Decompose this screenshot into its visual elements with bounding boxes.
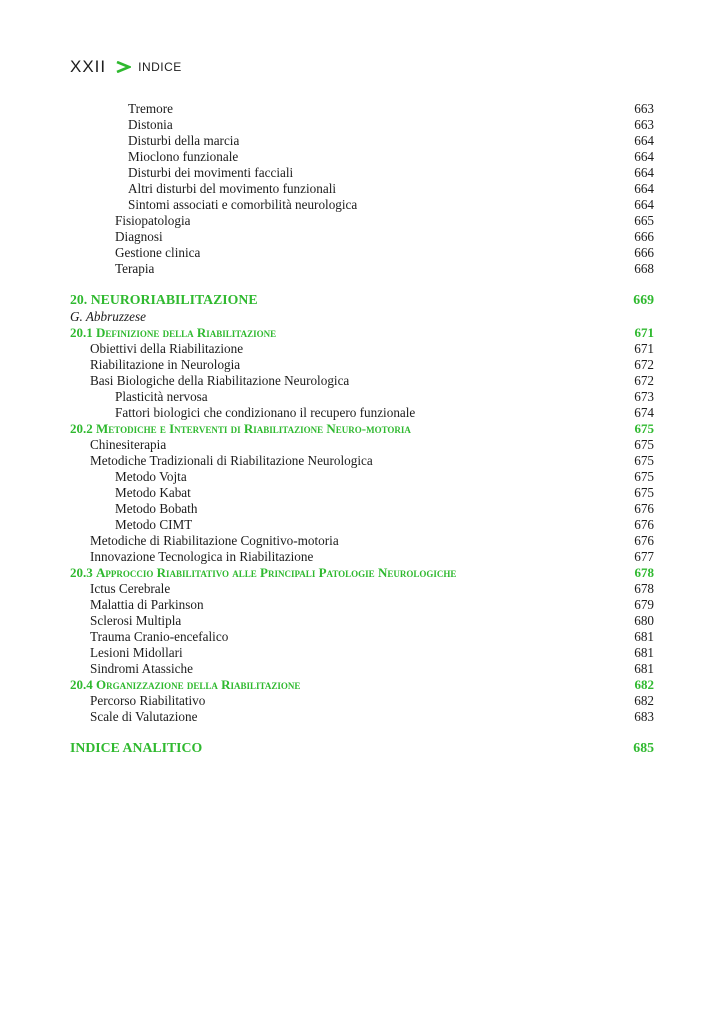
toc-entry <box>70 197 654 213</box>
toc-entry-title <box>70 677 300 693</box>
toc-entry <box>70 357 654 373</box>
toc-entry <box>70 709 654 725</box>
page-number: XXII <box>70 57 107 76</box>
toc-entry-title: Diagnosi <box>115 229 163 244</box>
toc-entry <box>70 389 654 405</box>
toc-section-number: 20.2 <box>70 421 93 436</box>
toc-entry-page: 664 <box>634 197 654 212</box>
toc-entry <box>70 501 654 517</box>
toc-entry-title: Fattori biologici che condizionano il recupero funzionale <box>115 405 416 420</box>
toc-entry <box>70 245 654 261</box>
toc-entry <box>70 549 654 565</box>
toc-entry-title: Lesioni Midollari <box>90 645 183 660</box>
toc-entry-title <box>70 421 411 437</box>
toc-entry-title: Metodo Kabat <box>115 485 191 500</box>
toc-entry <box>70 517 654 533</box>
toc-entry-title: Malattia di Parkinson <box>90 597 204 612</box>
toc-section-title: Metodiche e Interventi di Riabilitazione Neuro-motoria <box>96 421 411 436</box>
toc-entry-title: Tremore <box>128 101 173 116</box>
toc-entry-title <box>70 325 276 341</box>
toc-entry-title: Innovazione Tecnologica in Riabilitazione <box>90 549 314 564</box>
toc-entry-page: 675 <box>634 421 654 436</box>
toc-entry <box>70 437 654 453</box>
toc-entry-page: 665 <box>634 213 654 228</box>
toc-entry <box>70 213 654 229</box>
toc-entry-title: Sindromi Atassiche <box>90 661 193 676</box>
toc-entry <box>70 373 654 389</box>
toc-section <box>70 325 654 341</box>
toc-entry-title: Disturbi dei movimenti facciali <box>128 165 294 180</box>
toc-entry-title: Terapia <box>115 261 155 276</box>
toc-section <box>70 421 654 437</box>
toc-entry-title: Riabilitazione in Neurologia <box>90 357 241 372</box>
toc-entry-page: 666 <box>634 229 654 244</box>
toc-entry <box>70 581 654 597</box>
toc-entry <box>70 693 654 709</box>
toc-entry-title: Metodo Vojta <box>115 469 187 484</box>
toc-entry <box>70 629 654 645</box>
toc-entry-page: 685 <box>633 740 654 755</box>
toc-entry <box>70 661 654 677</box>
toc-entry-title: Percorso Riabilitativo <box>90 693 206 708</box>
toc-chapter <box>70 739 654 757</box>
toc-entry-title: Metodiche Tradizionali di Riabilitazione Neurologica <box>90 453 373 468</box>
toc-entry-title: INDICE ANALITICO <box>70 740 203 755</box>
chevron-right-icon <box>116 61 131 73</box>
toc-entry-page: 664 <box>634 149 654 164</box>
toc-entry-page: 673 <box>634 389 654 404</box>
toc-entry-page: 682 <box>634 677 654 692</box>
toc-entry-page: 676 <box>634 501 654 516</box>
toc-entry-page: 672 <box>634 357 654 372</box>
toc-entry-page: 664 <box>634 133 654 148</box>
toc-entry-page: 676 <box>634 517 654 532</box>
toc-entry-page: 680 <box>634 613 654 628</box>
toc-entry <box>70 149 654 165</box>
toc-entry-title: Fisiopatologia <box>115 213 191 228</box>
toc-entry-title: Metodo CIMT <box>115 517 193 532</box>
toc-entry-title: Chinesiterapia <box>90 437 167 452</box>
toc-chapter <box>70 291 654 309</box>
toc-entry-title: Basi Biologiche della Riabilitazione Neurologica <box>90 373 350 388</box>
toc-entry <box>70 645 654 661</box>
toc-entry <box>70 229 654 245</box>
toc-entry-title: Scale di Valutazione <box>90 709 198 724</box>
toc-section-title: Approccio Riabilitativo alle Principali Patologie Neurologiche <box>96 565 457 580</box>
toc-entry <box>70 261 654 277</box>
toc-entry-title: 20. NEURORIABILITAZIONE <box>70 292 258 307</box>
toc-entry-title: Ictus Cerebrale <box>90 581 171 596</box>
toc-entry-page: 669 <box>633 292 654 307</box>
toc-entry-page: 675 <box>634 485 654 500</box>
toc-entry-page: 676 <box>634 533 654 548</box>
toc-entry <box>70 133 654 149</box>
toc-section <box>70 677 654 693</box>
toc-entry-title: Sintomi associati e comorbilità neurologica <box>128 197 358 212</box>
toc-entry-page: 671 <box>634 341 654 356</box>
toc-entry <box>70 485 654 501</box>
toc-entry <box>70 181 654 197</box>
toc-entry-title: Obiettivi della Riabilitazione <box>90 341 244 356</box>
toc-section-number: 20.1 <box>70 325 93 340</box>
toc-entry-title: Plasticità nervosa <box>115 389 208 404</box>
toc-entry-page: 664 <box>634 165 654 180</box>
toc-entry-page: 664 <box>634 181 654 196</box>
toc-entry <box>70 101 654 117</box>
toc-entry-page: 663 <box>634 101 654 116</box>
table-of-contents <box>70 101 654 757</box>
toc-entry-page: 681 <box>634 661 654 676</box>
toc-entry-page: 668 <box>634 261 654 276</box>
toc-entry-page: 672 <box>634 373 654 388</box>
toc-entry-title: Distonia <box>128 117 173 132</box>
toc-section-title: Definizione della Riabilitazione <box>96 325 277 340</box>
toc-entry-page: 677 <box>634 549 654 564</box>
toc-entry-title: G. Abbruzzese <box>70 309 146 324</box>
toc-entry-title: Disturbi della marcia <box>128 133 240 148</box>
toc-entry-page: 681 <box>634 645 654 660</box>
toc-entry-title: Mioclono funzionale <box>128 149 239 164</box>
toc-entry <box>70 469 654 485</box>
toc-section-number: 20.4 <box>70 677 93 692</box>
toc-section-title: Organizzazione della Riabilitazione <box>96 677 301 692</box>
toc-entry-page: 663 <box>634 117 654 132</box>
toc-entry-page: 675 <box>634 469 654 484</box>
toc-entry <box>70 341 654 357</box>
toc-entry-page: 675 <box>634 453 654 468</box>
running-head <box>70 57 182 77</box>
toc-author <box>70 309 654 325</box>
toc-entry <box>70 117 654 133</box>
toc-entry <box>70 597 654 613</box>
toc-entry-title: Gestione clinica <box>115 245 201 260</box>
toc-entry-page: 678 <box>634 581 654 596</box>
toc-entry-title: Sclerosi Multipla <box>90 613 182 628</box>
toc-entry <box>70 533 654 549</box>
toc-entry <box>70 613 654 629</box>
running-head-label: INDICE <box>138 60 182 74</box>
toc-entry-page: 666 <box>634 245 654 260</box>
toc-entry-page: 683 <box>634 709 654 724</box>
toc-entry-title: Trauma Cranio-encefalico <box>90 629 229 644</box>
toc-entry-title <box>70 565 456 581</box>
toc-entry-page: 682 <box>634 693 654 708</box>
toc-entry <box>70 453 654 469</box>
toc-section <box>70 565 654 581</box>
toc-entry-page: 675 <box>634 437 654 452</box>
toc-entry <box>70 405 654 421</box>
toc-entry-page: 671 <box>634 325 654 340</box>
toc-entry-page: 681 <box>634 629 654 644</box>
toc-entry-title: Metodiche di Riabilitazione Cognitivo-motoria <box>90 533 339 548</box>
toc-section-number: 20.3 <box>70 565 93 580</box>
toc-entry-title: Metodo Bobath <box>115 501 198 516</box>
toc-entry-page: 679 <box>634 597 654 612</box>
toc-entry-title: Altri disturbi del movimento funzionali <box>128 181 337 196</box>
toc-entry-page: 674 <box>634 405 654 420</box>
toc-entry-page: 678 <box>634 565 654 580</box>
toc-entry <box>70 165 654 181</box>
